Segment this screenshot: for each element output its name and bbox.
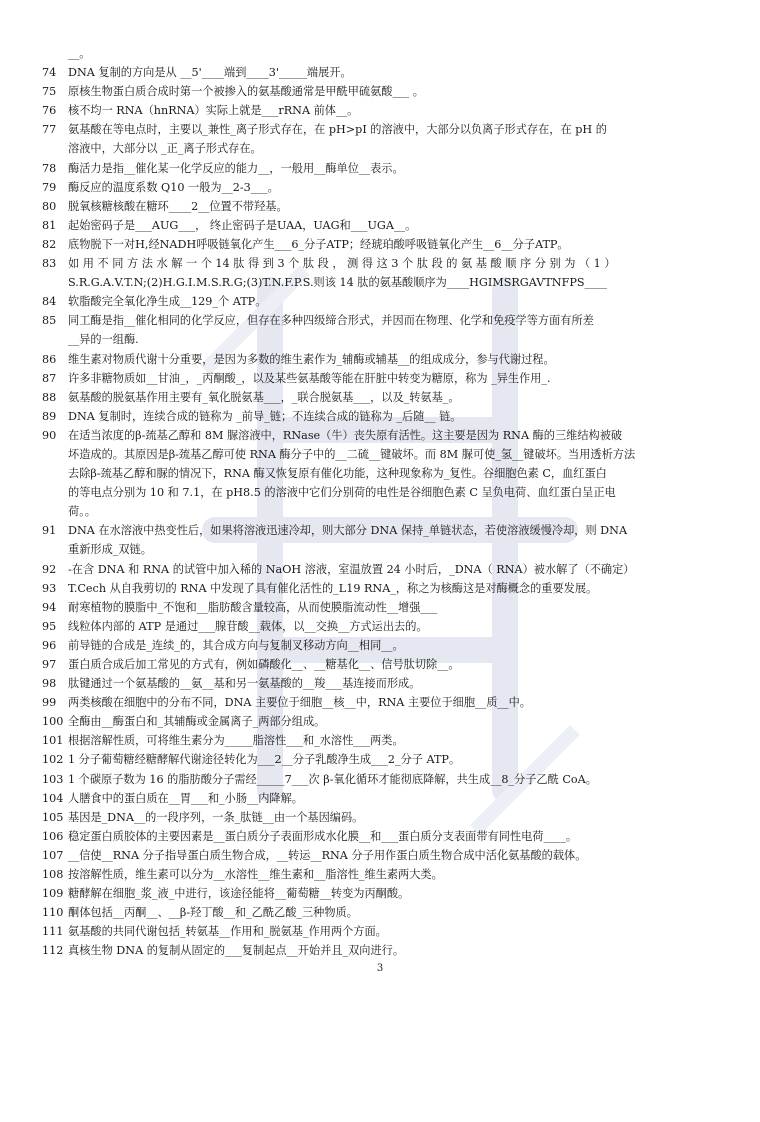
item-number: 98: [42, 677, 57, 691]
list-item: [38, 865, 728, 884]
item-text: 同工酶是指__催化相同的化学反应，但存在多种四级缔合形式，并因而在物理、化学和免疫学等方面有所差: [68, 314, 594, 328]
list-item: [38, 827, 728, 846]
list-item: [38, 235, 728, 254]
item-text: 酮体包括__丙酮__、__β-羟丁酸__和_乙酰乙酸_三种物质。: [68, 906, 358, 920]
item-text: DNA 复制的方向是从 __5'____端到____3'_____端展开。: [68, 66, 352, 80]
item-text: 糖酵解在细胞_浆_液_中进行，该途径能将__葡萄糖__转变为丙酮酸。: [68, 887, 410, 901]
item-text: 在适当浓度的β-巯基乙醇和 8M 脲溶液中，RNase（牛）丧失原有活性。这主要是因为 RNA 酶的三维结构被破: [68, 428, 623, 442]
item-number: 109: [42, 887, 64, 901]
list-item: [38, 120, 728, 139]
item-number: 111: [42, 925, 64, 939]
item-number: 107: [42, 848, 64, 862]
item-text: 1 个碳原子数为 16 的脂肪酸分子需经_____7___次 β-氧化循环才能彻底降解，共生成__8_分子乙酰 CoA。: [68, 772, 597, 786]
list-item: [38, 846, 728, 865]
list-item: [38, 63, 728, 82]
item-text: 软脂酸完全氧化净生成__129_个 ATP。: [68, 295, 267, 309]
list-item-fragment: [38, 44, 728, 63]
list-item: [38, 216, 728, 235]
list-item: [38, 292, 728, 311]
list-item: [38, 426, 728, 445]
list-item: [38, 502, 728, 521]
item-number: 100: [42, 715, 64, 729]
item-text: 氨基酸的脱氨基作用主要有_氧化脱氨基___，_联合脱氨基___，以及_转氨基_。: [68, 390, 460, 404]
item-number: 89: [42, 409, 57, 423]
item-text: 两类核酸在细胞中的分布不同，DNA 主要位于细胞__核__中，RNA 主要位于细胞__质__中。: [68, 696, 531, 710]
item-text: 人膳食中的蛋白质在__胃___和_小肠__内降解。: [68, 791, 303, 805]
item-number: 75: [42, 85, 57, 99]
list-item: [38, 560, 728, 579]
item-text: 按溶解性质，维生素可以分为__水溶性__维生素和__脂溶性_维生素两大类。: [68, 868, 443, 882]
item-text: 维生素对物质代谢十分重要，是因为多数的维生素作为_辅酶或辅基__的组成成分，参与代谢过程。: [68, 352, 555, 366]
item-text: 根据溶解性质，可将维生素分为_____脂溶性___和_水溶性___两类。: [68, 734, 404, 748]
list-item: [38, 521, 728, 540]
list-item: [38, 311, 728, 330]
item-number: 87: [42, 371, 57, 385]
page-number: 3: [376, 963, 384, 974]
item-number: 90: [42, 428, 57, 442]
item-number: 82: [42, 237, 57, 251]
item-text: 核不均一 RNA（hnRNA）实际上就是___rRNA 前体__。: [68, 104, 359, 118]
item-number: 112: [42, 944, 64, 958]
list-item: [38, 712, 728, 731]
list-item: [38, 789, 728, 808]
list-item: [38, 388, 728, 407]
list-item: [38, 540, 728, 559]
item-number: 110: [42, 906, 64, 920]
item-number: 91: [42, 524, 57, 538]
item-number: 99: [42, 696, 57, 710]
list-item: [38, 101, 728, 120]
item-number: 103: [42, 772, 64, 786]
item-number: 77: [42, 123, 57, 137]
list-item: [38, 579, 728, 598]
list-item: [38, 674, 728, 693]
list-item: [38, 197, 728, 216]
item-text: 氨基酸的共同代谢包括_转氨基__作用和_脱氨基_作用两个方面。: [68, 925, 387, 939]
item-text: 氨基酸在等电点时，主要以_兼性_离子形式存在，在 pH>pI 的溶液中，大部分以负离子形式存在，在 pH 的: [68, 123, 607, 137]
item-number: 88: [42, 390, 57, 404]
item-number: 105: [42, 810, 64, 824]
list-item: [38, 903, 728, 922]
question-list: [38, 44, 728, 961]
list-item: [38, 731, 728, 750]
item-number: 76: [42, 104, 57, 118]
list-item: [38, 139, 728, 158]
item-number: 74: [42, 66, 57, 80]
item-text: 肽键通过一个氨基酸的__氨__基和另一氨基酸的__羧___基连接而形成。: [68, 677, 421, 691]
list-item: [38, 407, 728, 426]
item-number: 97: [42, 658, 57, 671]
item-number: 94: [42, 600, 57, 614]
list-item: [38, 350, 728, 369]
item-number: 92: [42, 562, 57, 576]
list-item: [38, 617, 728, 636]
item-text: 许多非糖物质如__甘油_，_丙酮酸_，以及某些氨基酸等能在肝脏中转变为糖原，称为 _异生作用_.: [68, 371, 551, 385]
item-number: 85: [42, 314, 57, 328]
item-number: 101: [42, 734, 64, 748]
item-number: 96: [42, 638, 57, 652]
list-item: [38, 750, 728, 769]
item-number: 83: [42, 257, 57, 271]
list-item: [38, 693, 728, 712]
item-text: 全酶由__酶蛋白和_其辅酶或金属离子_两部分组成。: [68, 715, 326, 729]
item-text: 稳定蛋白质胶体的主要因素是__蛋白质分子表面形成水化膜__和___蛋白质分支表面带有同性电荷____。: [68, 829, 578, 843]
list-item: [38, 598, 728, 617]
list-item: [38, 254, 728, 273]
item-number: 106: [42, 829, 64, 843]
item-text: 的等电点分别为 10 和 7.1，在 pH8.5 的溶液中它们分别荷的电性是谷细胞色素 C 呈负电荷、血红蛋白呈正电: [68, 486, 616, 500]
fragment-text: __。: [68, 47, 91, 60]
item-text: 底物脱下一对H,经NADH呼吸链氧化产生___6_分子ATP；经琥珀酸呼吸链氧化产生__6__分子ATP。: [68, 237, 569, 251]
item-text: DNA 复制时，连续合成的链称为 _前导_链；不连续合成的链称为 _后随__ 链。: [68, 409, 462, 423]
list-item: [38, 808, 728, 827]
list-item: [38, 178, 728, 197]
item-number: 81: [42, 218, 57, 232]
item-number: 108: [42, 868, 64, 882]
list-item: [38, 445, 728, 464]
item-number: 84: [42, 295, 57, 309]
list-item: [38, 922, 728, 941]
list-item: [38, 884, 728, 903]
list-item: [38, 941, 728, 960]
list-item: [38, 159, 728, 178]
item-text: S.R.G.A.V.T.N;(2)H.G.I.M.S.R.G;(3)T.N.F.P.S.则该 14 肽的氨基酸顺序为____HGIMSRGAVTNFPS____: [68, 276, 607, 290]
item-text: T.Cech 从自我剪切的 RNA 中发现了具有催化活性的_L19 RNA_，称之为核酶这是对酶概念的重要发展。: [68, 581, 598, 595]
item-number: 79: [42, 180, 57, 194]
item-text: 起始密码子是___AUG___， 终止密码子是UAA，UAG和___UGA__。: [68, 218, 417, 232]
item-number: 104: [42, 791, 64, 805]
list-item: [38, 636, 728, 655]
item-text: 耐寒植物的膜脂中_不饱和__脂肪酸含量较高，从而使膜脂流动性__增强___: [68, 600, 438, 614]
list-item: [38, 273, 728, 292]
item-text: 酶活力是指__催化某一化学反应的能力__，一般用__酶单位__表示。: [68, 161, 404, 175]
item-number: 93: [42, 581, 57, 595]
item-text: 如 用 不 同 方 法 水 解 一 个 14 肽 得 到 3 个 肽 段 ， 测 得 这 3 个 肽 段 的 氨 基 酸 顺 序 分 别 为 （ 1 ）: [68, 257, 616, 271]
item-text: 脱氧核糖核酸在糖环____2__位置不带羟基。: [68, 199, 288, 213]
item-text: 重新形成_双链。: [68, 543, 152, 557]
item-text: 原核生物蛋白质合成时第一个被掺入的氨基酸通常是甲酰甲硫氨酸___ 。: [68, 85, 424, 99]
item-text: 溶液中，大部分以 _正_离子形式存在。: [68, 142, 262, 156]
list-item: [38, 464, 728, 483]
item-number: 86: [42, 352, 57, 366]
item-text: 蛋白质合成后加工常见的方式有，例如磷酸化__、__糖基化__、信号肽切除__。: [68, 658, 460, 671]
item-text: __信使__RNA 分子指导蛋白质生物合成，__转运__RNA 分子用作蛋白质生物合成中活化氨基酸的载体。: [68, 848, 587, 862]
list-item: [38, 369, 728, 388]
list-item: [38, 770, 728, 789]
item-number: 95: [42, 619, 57, 633]
item-text: 荷。。: [68, 505, 96, 519]
item-number: 102: [42, 753, 64, 767]
item-text: 去除β-巯基乙醇和脲的情况下，RNA 酶又恢复原有催化功能，这种现象称为_复性。谷细胞色素 C，血红蛋白: [68, 467, 607, 481]
item-number: 80: [42, 199, 57, 213]
item-text: 真核生物 DNA 的复制从固定的___复制起点__开始并且_双向进行。: [68, 944, 405, 958]
item-text: 酶反应的温度系数 Q10 一般为__2-3___。: [68, 180, 279, 194]
item-text: DNA 在水溶液中热变性后，如果将溶液迅速冷却，则大部分 DNA 保持_单链状态，若使溶液缓慢冷却，则 DNA: [68, 524, 628, 538]
item-text: -在含 DNA 和 RNA 的试管中加入稀的 NaOH 溶液，室温放置 24 小时后，_DNA（ RNA）被水解了（不确定）: [68, 562, 635, 576]
item-text: 坏造成的。其原因是β-巯基乙醇可使 RNA 酶分子中的__二硫__键破坏。而 8M 脲可使_氢__键破坏。当用透析方法: [68, 447, 636, 461]
list-item: [38, 483, 728, 502]
item-text: 基因是_DNA__的一段序列，一条_肽链__由一个基因编码。: [68, 810, 364, 824]
item-text: 线粒体内部的 ATP 是通过___腺苷酸__载体，以__交换__方式运出去的。: [68, 619, 428, 633]
item-text: 前导链的合成是_连续_的，其合成方向与复制叉移动方向__相同__。: [68, 638, 404, 652]
list-item: [38, 82, 728, 101]
item-text: __异的一组酶.: [68, 333, 139, 347]
list-item: [38, 330, 728, 349]
list-item: [38, 655, 728, 674]
item-number: 78: [42, 161, 57, 175]
item-text: 1 分子葡萄糖经糖酵解代谢途径转化为___2__分子乳酸净生成___2_分子 ATP。: [68, 753, 461, 767]
